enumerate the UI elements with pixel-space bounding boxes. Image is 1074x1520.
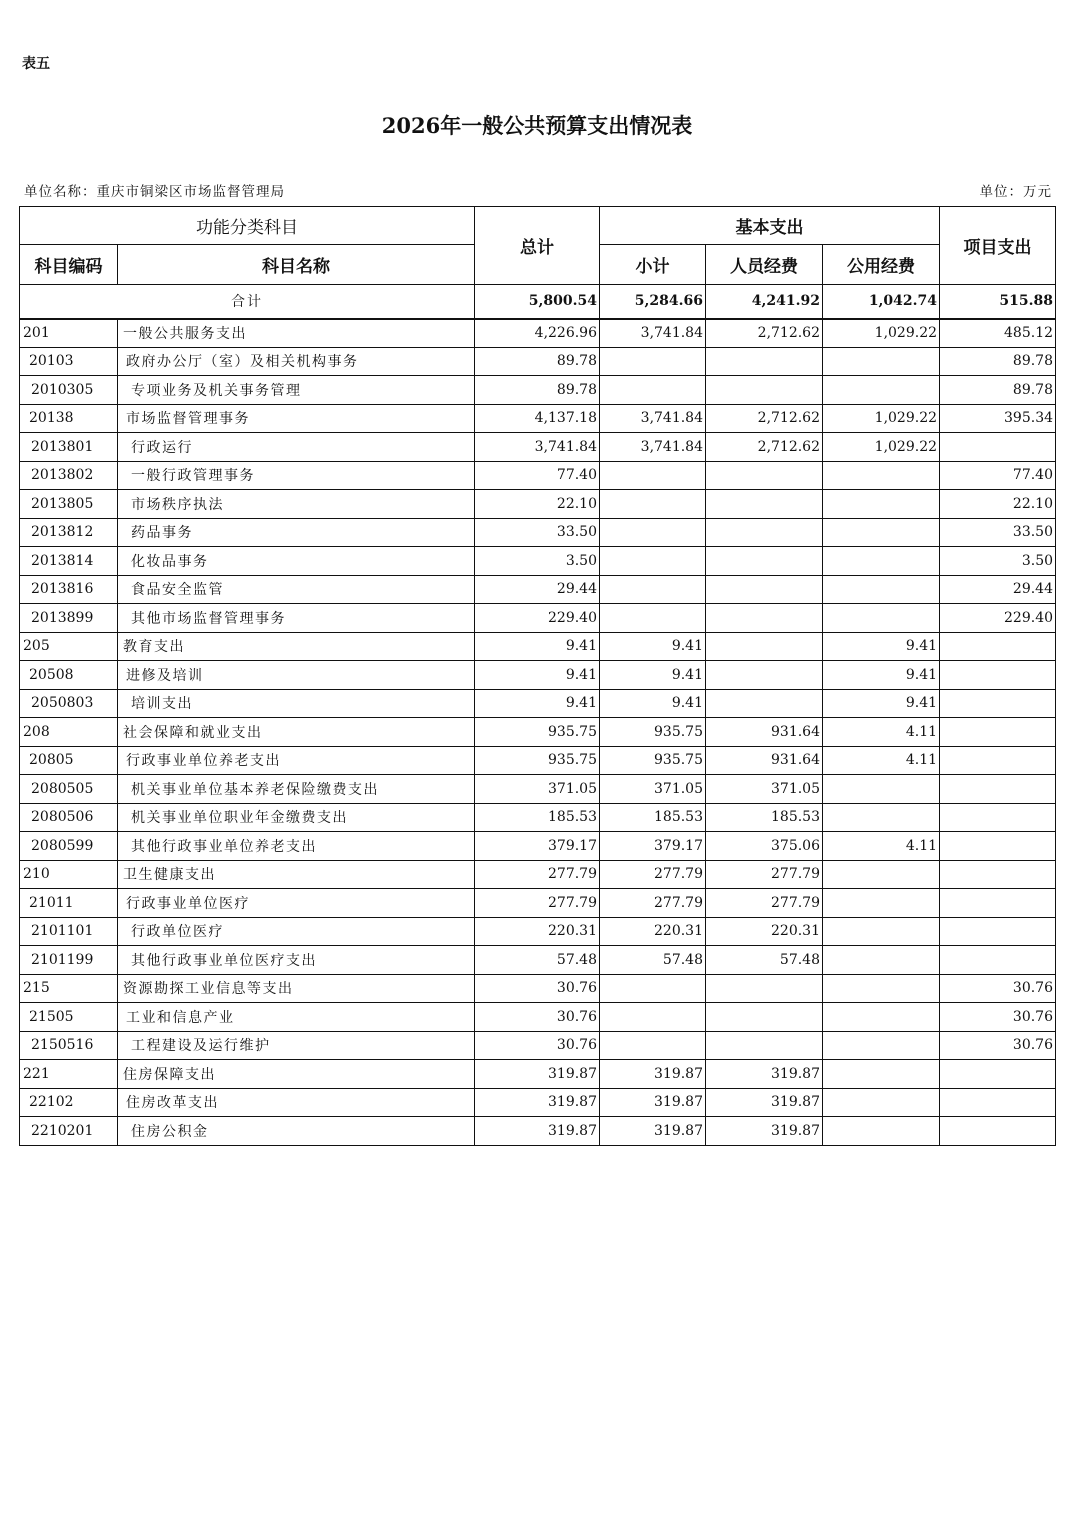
row-subtotal <box>600 1003 706 1032</box>
row-subtotal <box>600 604 706 633</box>
summary-row <box>20 285 1056 319</box>
row-public <box>823 1003 940 1032</box>
row-project <box>940 1088 1056 1117</box>
row-public <box>823 376 940 405</box>
budget-table <box>19 206 1056 1146</box>
row-project <box>940 832 1056 861</box>
row-code: 20103 <box>20 347 118 376</box>
row-subtotal: 371.05 <box>600 775 706 804</box>
header-func-class: 功能分类科目 <box>20 207 475 245</box>
row-name: 机关事业单位职业年金缴费支出 <box>118 803 475 832</box>
row-project <box>940 1060 1056 1089</box>
table-row <box>20 917 1056 946</box>
table-row <box>20 974 1056 1003</box>
row-name: 其他行政事业单位养老支出 <box>118 832 475 861</box>
row-public: 4.11 <box>823 832 940 861</box>
row-subtotal: 3,741.84 <box>600 319 706 348</box>
table-row <box>20 1088 1056 1117</box>
row-public: 9.41 <box>823 661 940 690</box>
row-subtotal: 3,741.84 <box>600 404 706 433</box>
summary-project: 515.88 <box>940 285 1056 319</box>
row-personnel <box>706 661 823 690</box>
row-public <box>823 1088 940 1117</box>
row-personnel <box>706 461 823 490</box>
row-total: 3.50 <box>475 547 600 576</box>
row-personnel <box>706 1003 823 1032</box>
header-project: 项目支出 <box>940 207 1056 285</box>
table-row <box>20 376 1056 405</box>
row-name: 其他市场监督管理事务 <box>118 604 475 633</box>
row-public: 1,029.22 <box>823 404 940 433</box>
table-row <box>20 832 1056 861</box>
row-personnel <box>706 490 823 519</box>
row-code: 210 <box>20 860 118 889</box>
row-total: 277.79 <box>475 860 600 889</box>
table-row <box>20 689 1056 718</box>
row-subtotal: 935.75 <box>600 746 706 775</box>
row-name: 一般公共服务支出 <box>118 319 475 348</box>
header-basic: 基本支出 <box>600 207 940 245</box>
row-total: 319.87 <box>475 1088 600 1117</box>
row-personnel: 371.05 <box>706 775 823 804</box>
row-project <box>940 661 1056 690</box>
row-code: 2101101 <box>20 917 118 946</box>
row-subtotal <box>600 547 706 576</box>
table-row <box>20 1031 1056 1060</box>
table-row <box>20 518 1056 547</box>
row-name: 行政运行 <box>118 433 475 462</box>
row-code: 2050803 <box>20 689 118 718</box>
row-name: 工业和信息产业 <box>118 1003 475 1032</box>
row-public <box>823 518 940 547</box>
row-subtotal: 277.79 <box>600 860 706 889</box>
row-project <box>940 860 1056 889</box>
header-code: 科目编码 <box>20 245 118 285</box>
row-personnel: 2,712.62 <box>706 319 823 348</box>
row-name: 药品事务 <box>118 518 475 547</box>
row-public: 1,029.22 <box>823 319 940 348</box>
row-project <box>940 632 1056 661</box>
row-personnel <box>706 1031 823 1060</box>
row-project <box>940 1117 1056 1146</box>
table-tag: 表五 <box>22 56 50 72</box>
row-total: 277.79 <box>475 889 600 918</box>
row-project: 33.50 <box>940 518 1056 547</box>
row-subtotal <box>600 1031 706 1060</box>
row-personnel <box>706 632 823 661</box>
summary-label: 合计 <box>20 285 475 319</box>
row-project <box>940 433 1056 462</box>
table-row <box>20 632 1056 661</box>
row-total: 229.40 <box>475 604 600 633</box>
row-project: 395.34 <box>940 404 1056 433</box>
row-public <box>823 347 940 376</box>
row-total: 57.48 <box>475 946 600 975</box>
header-total: 总计 <box>475 207 600 285</box>
row-subtotal <box>600 347 706 376</box>
row-personnel: 185.53 <box>706 803 823 832</box>
row-code: 208 <box>20 718 118 747</box>
row-personnel <box>706 376 823 405</box>
row-code: 2080599 <box>20 832 118 861</box>
row-personnel <box>706 518 823 547</box>
row-code: 2080506 <box>20 803 118 832</box>
row-personnel <box>706 974 823 1003</box>
row-subtotal <box>600 376 706 405</box>
row-personnel <box>706 575 823 604</box>
row-total: 33.50 <box>475 518 600 547</box>
row-total: 89.78 <box>475 376 600 405</box>
row-total: 3,741.84 <box>475 433 600 462</box>
row-project: 30.76 <box>940 1031 1056 1060</box>
row-name: 一般行政管理事务 <box>118 461 475 490</box>
row-personnel: 277.79 <box>706 889 823 918</box>
summary-personnel: 4,241.92 <box>706 285 823 319</box>
unit-label: 单位：万元 <box>979 184 1052 200</box>
row-code: 2013816 <box>20 575 118 604</box>
row-project: 77.40 <box>940 461 1056 490</box>
row-name: 住房改革支出 <box>118 1088 475 1117</box>
row-name: 资源勘探工业信息等支出 <box>118 974 475 1003</box>
header-subtotal: 小计 <box>600 245 706 285</box>
row-code: 221 <box>20 1060 118 1089</box>
row-name: 机关事业单位基本养老保险缴费支出 <box>118 775 475 804</box>
row-public <box>823 974 940 1003</box>
row-total: 379.17 <box>475 832 600 861</box>
table-row <box>20 661 1056 690</box>
row-code: 2010305 <box>20 376 118 405</box>
row-public: 9.41 <box>823 632 940 661</box>
row-public <box>823 575 940 604</box>
row-public <box>823 917 940 946</box>
row-code: 2210201 <box>20 1117 118 1146</box>
row-public <box>823 461 940 490</box>
row-project: 30.76 <box>940 1003 1056 1032</box>
summary-subtotal: 5,284.66 <box>600 285 706 319</box>
row-personnel <box>706 347 823 376</box>
row-project <box>940 689 1056 718</box>
table-row <box>20 718 1056 747</box>
row-name: 政府办公厅（室）及相关机构事务 <box>118 347 475 376</box>
row-subtotal: 9.41 <box>600 661 706 690</box>
row-code: 2013814 <box>20 547 118 576</box>
row-name: 住房公积金 <box>118 1117 475 1146</box>
row-public <box>823 1117 940 1146</box>
row-code: 20138 <box>20 404 118 433</box>
table-row <box>20 347 1056 376</box>
row-personnel: 319.87 <box>706 1060 823 1089</box>
row-personnel <box>706 547 823 576</box>
row-name: 行政单位医疗 <box>118 917 475 946</box>
row-subtotal: 9.41 <box>600 689 706 718</box>
row-project: 29.44 <box>940 575 1056 604</box>
row-code: 2013805 <box>20 490 118 519</box>
table-row <box>20 803 1056 832</box>
row-name: 培训支出 <box>118 689 475 718</box>
row-project <box>940 803 1056 832</box>
row-subtotal: 3,741.84 <box>600 433 706 462</box>
row-code: 215 <box>20 974 118 1003</box>
row-personnel: 319.87 <box>706 1088 823 1117</box>
row-total: 935.75 <box>475 746 600 775</box>
row-subtotal: 319.87 <box>600 1060 706 1089</box>
row-personnel <box>706 604 823 633</box>
row-name: 工程建设及运行维护 <box>118 1031 475 1060</box>
row-personnel: 2,712.62 <box>706 404 823 433</box>
row-personnel: 220.31 <box>706 917 823 946</box>
table-row <box>20 946 1056 975</box>
row-subtotal: 935.75 <box>600 718 706 747</box>
row-subtotal <box>600 461 706 490</box>
row-public <box>823 860 940 889</box>
row-personnel: 931.64 <box>706 718 823 747</box>
row-subtotal: 277.79 <box>600 889 706 918</box>
row-total: 77.40 <box>475 461 600 490</box>
row-public: 1,029.22 <box>823 433 940 462</box>
row-public <box>823 889 940 918</box>
summary-public: 1,042.74 <box>823 285 940 319</box>
row-total: 935.75 <box>475 718 600 747</box>
row-name: 进修及培训 <box>118 661 475 690</box>
row-name: 行政事业单位养老支出 <box>118 746 475 775</box>
row-code: 2013899 <box>20 604 118 633</box>
row-public <box>823 775 940 804</box>
row-name: 专项业务及机关事务管理 <box>118 376 475 405</box>
row-code: 2080505 <box>20 775 118 804</box>
row-personnel: 319.87 <box>706 1117 823 1146</box>
row-name: 其他行政事业单位医疗支出 <box>118 946 475 975</box>
row-personnel: 277.79 <box>706 860 823 889</box>
row-project: 89.78 <box>940 376 1056 405</box>
row-subtotal: 185.53 <box>600 803 706 832</box>
row-name: 行政事业单位医疗 <box>118 889 475 918</box>
row-code: 20805 <box>20 746 118 775</box>
row-name: 市场监督管理事务 <box>118 404 475 433</box>
row-total: 30.76 <box>475 1003 600 1032</box>
row-total: 30.76 <box>475 1031 600 1060</box>
table-row <box>20 889 1056 918</box>
row-total: 29.44 <box>475 575 600 604</box>
row-code: 205 <box>20 632 118 661</box>
row-code: 201 <box>20 319 118 348</box>
row-name: 食品安全监管 <box>118 575 475 604</box>
table-row <box>20 490 1056 519</box>
table-row <box>20 746 1056 775</box>
row-public <box>823 803 940 832</box>
row-project: 22.10 <box>940 490 1056 519</box>
row-project: 485.12 <box>940 319 1056 348</box>
row-subtotal: 319.87 <box>600 1088 706 1117</box>
table-row <box>20 775 1056 804</box>
row-total: 185.53 <box>475 803 600 832</box>
row-personnel: 57.48 <box>706 946 823 975</box>
row-total: 4,226.96 <box>475 319 600 348</box>
row-public <box>823 946 940 975</box>
row-code: 2013812 <box>20 518 118 547</box>
row-project: 89.78 <box>940 347 1056 376</box>
row-project: 229.40 <box>940 604 1056 633</box>
row-subtotal: 379.17 <box>600 832 706 861</box>
row-total: 89.78 <box>475 347 600 376</box>
row-subtotal <box>600 974 706 1003</box>
row-name: 住房保障支出 <box>118 1060 475 1089</box>
row-public <box>823 1031 940 1060</box>
page-title: 2026年一般公共预算支出情况表 <box>381 113 693 138</box>
row-code: 22102 <box>20 1088 118 1117</box>
header-name: 科目名称 <box>118 245 475 285</box>
row-name: 教育支出 <box>118 632 475 661</box>
row-personnel: 2,712.62 <box>706 433 823 462</box>
row-project <box>940 917 1056 946</box>
row-personnel: 375.06 <box>706 832 823 861</box>
table-row <box>20 461 1056 490</box>
row-total: 22.10 <box>475 490 600 519</box>
table-row <box>20 860 1056 889</box>
row-subtotal <box>600 575 706 604</box>
row-subtotal <box>600 490 706 519</box>
table-row <box>20 1117 1056 1146</box>
row-subtotal: 319.87 <box>600 1117 706 1146</box>
row-code: 2150516 <box>20 1031 118 1060</box>
row-total: 319.87 <box>475 1117 600 1146</box>
header-public: 公用经费 <box>823 245 940 285</box>
row-code: 21011 <box>20 889 118 918</box>
row-project <box>940 889 1056 918</box>
row-project: 3.50 <box>940 547 1056 576</box>
row-public <box>823 604 940 633</box>
row-public: 4.11 <box>823 718 940 747</box>
table-row <box>20 604 1056 633</box>
table-row <box>20 575 1056 604</box>
row-code: 2013802 <box>20 461 118 490</box>
row-public <box>823 490 940 519</box>
row-project <box>940 718 1056 747</box>
row-personnel: 931.64 <box>706 746 823 775</box>
row-name: 社会保障和就业支出 <box>118 718 475 747</box>
row-total: 9.41 <box>475 632 600 661</box>
row-subtotal: 220.31 <box>600 917 706 946</box>
row-total: 220.31 <box>475 917 600 946</box>
row-name: 化妆品事务 <box>118 547 475 576</box>
row-total: 30.76 <box>475 974 600 1003</box>
row-subtotal: 57.48 <box>600 946 706 975</box>
row-total: 9.41 <box>475 661 600 690</box>
row-project <box>940 775 1056 804</box>
row-public <box>823 547 940 576</box>
summary-total: 5,800.54 <box>475 285 600 319</box>
row-code: 20508 <box>20 661 118 690</box>
table-row <box>20 547 1056 576</box>
row-subtotal <box>600 518 706 547</box>
table-row <box>20 319 1056 348</box>
table-row <box>20 433 1056 462</box>
table-row <box>20 1003 1056 1032</box>
table-row <box>20 1060 1056 1089</box>
row-code: 21505 <box>20 1003 118 1032</box>
row-code: 2101199 <box>20 946 118 975</box>
row-total: 4,137.18 <box>475 404 600 433</box>
row-name: 市场秩序执法 <box>118 490 475 519</box>
row-public <box>823 1060 940 1089</box>
row-project <box>940 946 1056 975</box>
row-public: 9.41 <box>823 689 940 718</box>
row-public: 4.11 <box>823 746 940 775</box>
row-name: 卫生健康支出 <box>118 860 475 889</box>
row-subtotal: 9.41 <box>600 632 706 661</box>
row-total: 9.41 <box>475 689 600 718</box>
header-personnel: 人员经费 <box>706 245 823 285</box>
row-personnel <box>706 689 823 718</box>
row-total: 319.87 <box>475 1060 600 1089</box>
table-row <box>20 404 1056 433</box>
unit-name: 单位名称：重庆市铜梁区市场监督管理局 <box>24 184 285 200</box>
row-code: 2013801 <box>20 433 118 462</box>
row-project: 30.76 <box>940 974 1056 1003</box>
row-total: 371.05 <box>475 775 600 804</box>
row-project <box>940 746 1056 775</box>
